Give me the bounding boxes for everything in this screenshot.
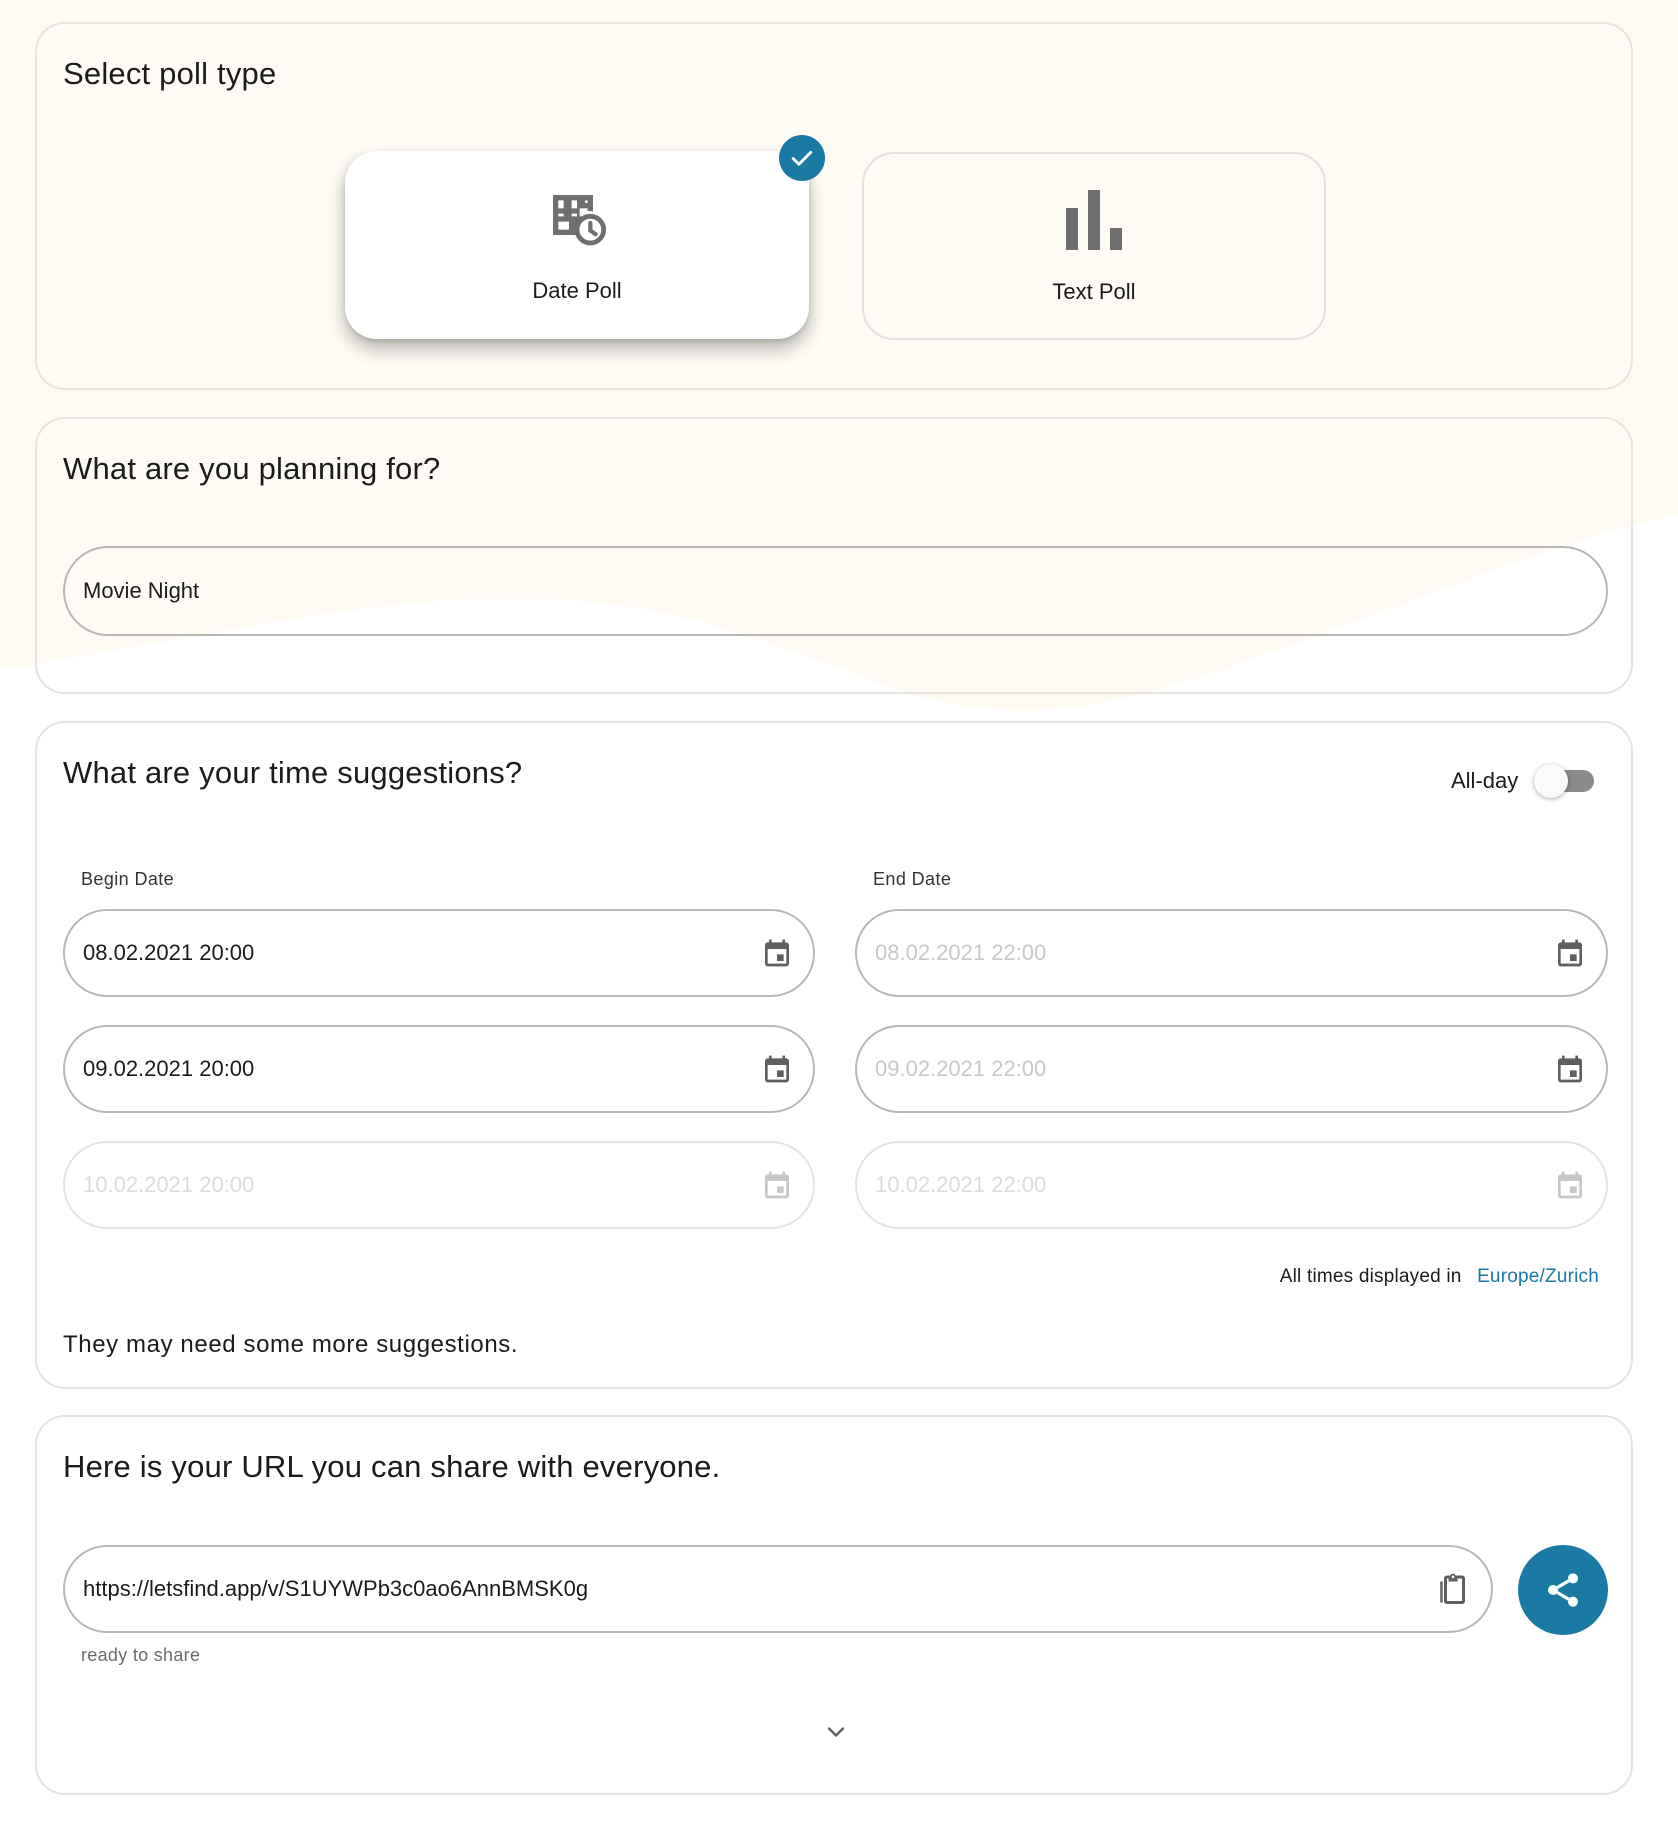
end-date-placeholder: 10.02.2021 22:00 (875, 1172, 1047, 1197)
calendar-icon[interactable] (761, 1169, 793, 1201)
planning-input-value: Movie Night (83, 578, 200, 603)
begin-date-placeholder: 10.02.2021 20:00 (83, 1172, 255, 1197)
share-title: Here is your URL you can share with everyone. (63, 1449, 721, 1484)
begin-date-label: Begin Date (81, 869, 175, 889)
allday-toggle[interactable] (1534, 764, 1594, 798)
time-suggestions-card (35, 721, 1633, 1389)
share-url-field[interactable] (63, 1545, 1493, 1633)
begin-date-input[interactable] (63, 1141, 815, 1229)
poll-type-card (35, 22, 1633, 390)
poll-type-title: Select poll type (63, 56, 277, 91)
share-url-value: https://letsfind.app/v/S1UYWPb3c0ao6AnnBMSK0g (83, 1576, 589, 1601)
planning-title: What are you planning for? (63, 451, 441, 486)
share-card (35, 1415, 1633, 1795)
begin-date-input[interactable] (63, 909, 815, 997)
begin-date-input[interactable] (63, 1025, 815, 1113)
clipboard-icon[interactable] (1435, 1571, 1471, 1607)
date-poll-option[interactable] (345, 151, 809, 339)
planning-input[interactable] (63, 546, 1608, 636)
calendar-icon[interactable] (761, 1053, 793, 1085)
share-icon (1543, 1570, 1583, 1610)
allday-label: All-day (1451, 768, 1519, 793)
begin-date-value: 08.02.2021 20:00 (83, 940, 255, 965)
planning-card (35, 417, 1633, 694)
calendar-icon[interactable] (1554, 937, 1586, 969)
calendar-icon[interactable] (761, 937, 793, 969)
share-button[interactable] (1518, 1545, 1608, 1635)
share-status: ready to share (81, 1645, 201, 1665)
timezone-note (1280, 1266, 1599, 1288)
timezone-prefix: All times displayed in (1279, 1266, 1462, 1287)
selected-check-icon (779, 135, 825, 181)
end-date-input[interactable] (855, 909, 1608, 997)
text-poll-option[interactable] (862, 152, 1326, 340)
end-date-value: 09.02.2021 22:00 (875, 1056, 1047, 1081)
allday-toggle-knob (1534, 764, 1568, 798)
time-suggestions-title: What are your time suggestions? (63, 755, 523, 790)
end-date-label: End Date (873, 869, 952, 889)
calendar-icon[interactable] (1554, 1053, 1586, 1085)
text-poll-label: Text Poll (1052, 278, 1136, 304)
date-poll-icon (545, 187, 609, 256)
timezone-link[interactable]: Europe/Zurich (1477, 1266, 1599, 1287)
end-date-input[interactable] (855, 1141, 1608, 1229)
begin-date-value: 09.02.2021 20:00 (83, 1056, 255, 1081)
calendar-icon[interactable] (1554, 1169, 1586, 1201)
bar-chart-icon (1064, 188, 1124, 257)
date-poll-label: Date Poll (532, 277, 622, 303)
end-date-value: 08.02.2021 22:00 (875, 940, 1047, 965)
chevron-down-icon[interactable] (824, 1720, 848, 1744)
suggestions-hint: They may need some more suggestions. (63, 1331, 519, 1358)
end-date-input[interactable] (855, 1025, 1608, 1113)
